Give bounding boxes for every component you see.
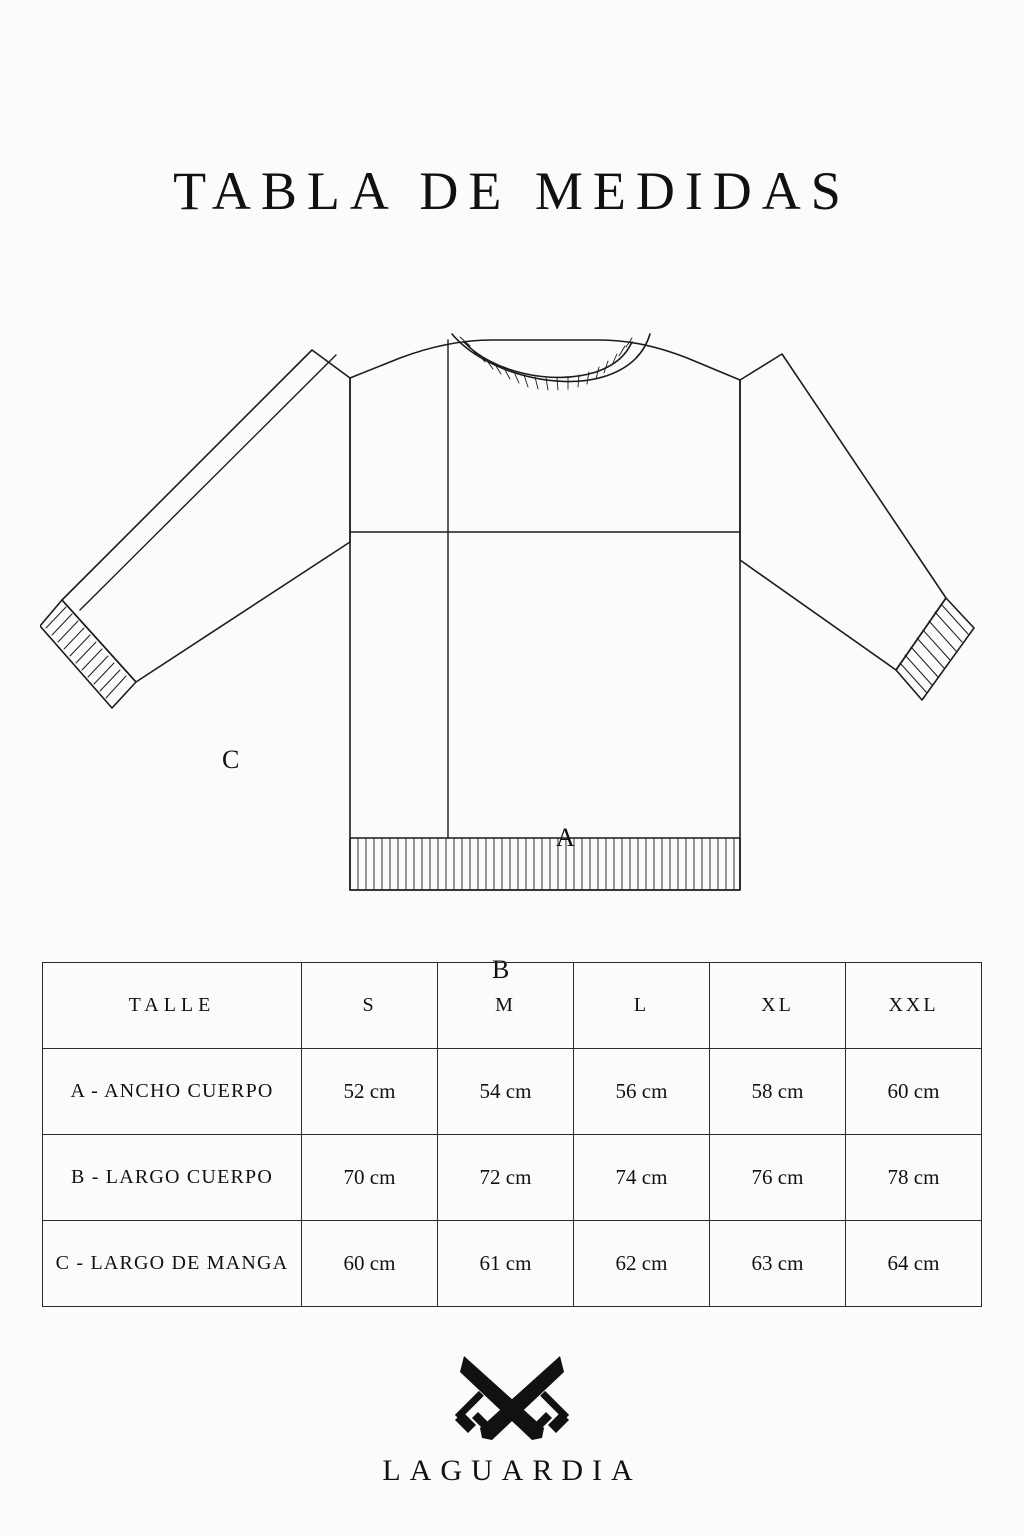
table-header-xxl: XXL [846,963,982,1049]
table-header-l: L [574,963,710,1049]
page-title: TABLA DE MEDIDAS [173,161,851,221]
cell-ancho-cuerpo-m: 54 cm [438,1049,574,1135]
table-body [43,1049,982,1307]
garment-illustration [40,310,984,984]
cell-largo-manga-xxl: 64 cm [846,1221,982,1307]
table-header-m: M [438,963,574,1049]
cell-largo-cuerpo-s: 70 cm [302,1135,438,1221]
cell-ancho-cuerpo-s: 52 cm [302,1049,438,1135]
cell-largo-cuerpo-xl: 76 cm [710,1135,846,1221]
row-label-ancho-cuerpo: A - ANCHO CUERPO [43,1049,302,1135]
cell-largo-manga-m: 61 cm [438,1221,574,1307]
cell-largo-manga-s: 60 cm [302,1221,438,1307]
brand-name: LAGUARDIA [382,1454,642,1487]
cell-largo-cuerpo-xxl: 78 cm [846,1135,982,1221]
table-row [43,1049,982,1135]
table-header-row [43,963,982,1049]
table-row [43,1221,982,1307]
cell-ancho-cuerpo-xxl: 60 cm [846,1049,982,1135]
table-head [43,963,982,1049]
dimension-label-b: B [492,955,510,984]
measurements-table [42,962,982,1307]
cell-ancho-cuerpo-l: 56 cm [574,1049,710,1135]
cell-largo-manga-l: 62 cm [574,1221,710,1307]
table-header-talle: TALLE [43,963,302,1049]
cell-largo-manga-xl: 63 cm [710,1221,846,1307]
row-label-largo-manga: C - LARGO DE MANGA [43,1221,302,1307]
cell-largo-cuerpo-m: 72 cm [438,1135,574,1221]
measurements-table-wrapper [42,962,982,1307]
table-header-s: S [302,963,438,1049]
table-header-xl: XL [710,963,846,1049]
cell-ancho-cuerpo-xl: 58 cm [710,1049,846,1135]
dimension-label-a: A [556,823,575,852]
table-row [43,1135,982,1221]
cell-largo-cuerpo-l: 74 cm [574,1135,710,1221]
dimension-label-c: C [222,745,240,774]
crossed-swords-icon [0,1352,1024,1448]
brand-footer [0,1352,1024,1488]
row-label-largo-cuerpo: B - LARGO CUERPO [43,1135,302,1221]
